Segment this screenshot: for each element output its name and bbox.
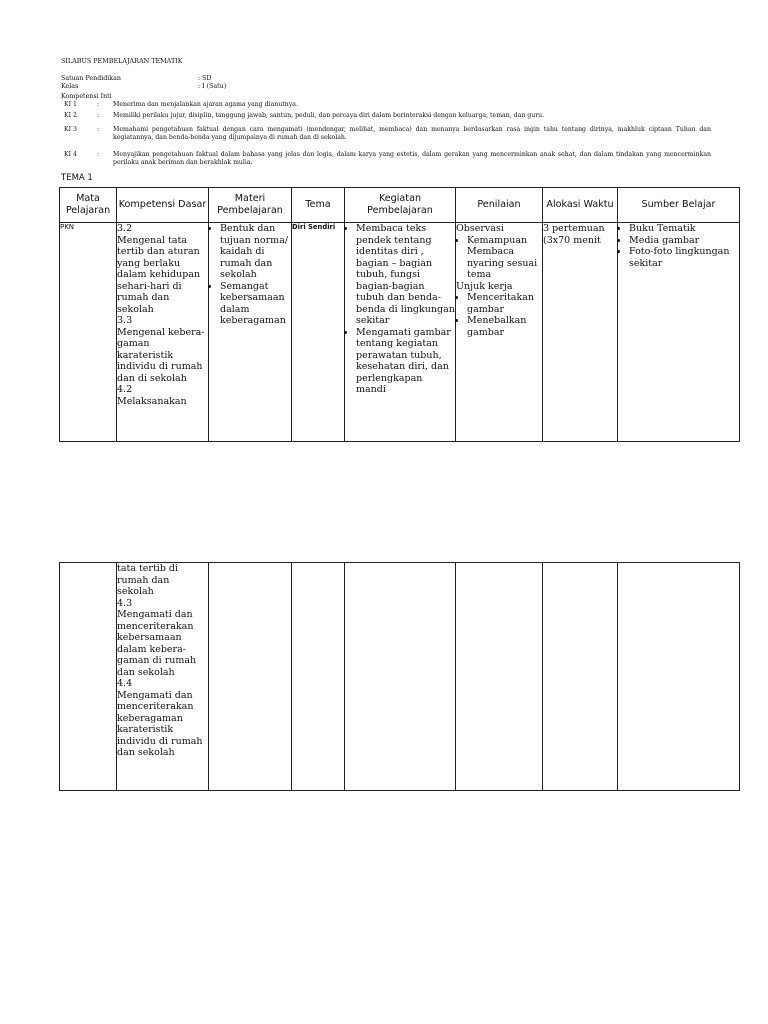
header-kompetensi-dasar: Kompetensi Dasar bbox=[117, 188, 209, 223]
observasi-label: Observasi bbox=[456, 223, 504, 234]
ki-separator: : bbox=[97, 101, 100, 108]
list-item: • Semangat kebersamaan dalam keberagaman bbox=[220, 281, 291, 327]
cell-materi-pembelajaran bbox=[209, 223, 292, 442]
list-item: • Menebalkan gambar bbox=[467, 315, 542, 338]
ki-text: Memiliki perilaku jujur, disiplin, tanggung jawab, santun, peduli, dan percaya diri dalam berinteraksi dengan keluarga, teman, dan guru. bbox=[113, 112, 545, 119]
ki-code: KI 3 bbox=[64, 126, 77, 133]
cell-materi-pembelajaran bbox=[209, 563, 292, 791]
kd-item: 4.3 bbox=[117, 597, 133, 609]
sumber-list bbox=[618, 223, 739, 269]
list-item: • Membaca teks pendek tentang identitas diri , bagian – bagian tubuh, fungsi bagian-bagian tubuh dan benda-benda di lingkungan sekitar bbox=[356, 223, 455, 327]
kd-item: Mengamati dan menceriterakan keberagaman karateristik individu di rumah dan sekolah bbox=[117, 689, 203, 758]
kompetensi-inti-label: Kompetensi Inti bbox=[61, 93, 112, 100]
cell-kompetensi-dasar bbox=[117, 563, 209, 791]
ki-separator: : bbox=[97, 112, 100, 119]
header-sumber-belajar: Sumber Belajar bbox=[618, 188, 740, 223]
document-title: SILABUS PEMBELAJARAN TEMATIK bbox=[61, 57, 183, 65]
list-item: • Mengamati gambar tentang kegiatan perawatan tubuh, kesehatan diri, dan perlengkapan mandi bbox=[356, 327, 455, 396]
kd-item: Mengenal tata tertib dan aturan yang berlaku dalam kehidupan sehari-hari di rumah dan sekolah bbox=[117, 234, 201, 315]
ki-text: Memahami pengetahuan faktual dengan cara mengamati (mendengar, melihat, membaca) dan menanya berdasarkan rasa ingin tahu tentang dirinya, makhluk ciptaan Tuhan dan kegiatannya, dan benda-benda yang dijumpainya di rumah dan di sekolah. bbox=[113, 126, 711, 141]
cell-alokasi-waktu bbox=[543, 563, 618, 791]
list-item: • Foto-foto lingkungan sekitar bbox=[629, 246, 739, 269]
kd-item: 4.2 bbox=[117, 384, 133, 395]
kd-item: tata tertib di rumah dan sekolah bbox=[117, 563, 179, 597]
tema-label: TEMA 1 bbox=[61, 173, 93, 183]
meta-label-satuan: Satuan Pendidikan bbox=[61, 75, 121, 82]
header-alokasi-waktu: Alokasi Waktu bbox=[543, 188, 618, 223]
syllabus-table bbox=[59, 187, 740, 442]
ki-text: Menerima dan menjalankan ajaran agama yang dianutnya. bbox=[113, 101, 298, 108]
list-item: • Bentuk dan tujuan norma/ kaidah di rumah dan sekolah bbox=[220, 223, 291, 281]
kd-item: 3.3 bbox=[117, 315, 133, 326]
materi-list bbox=[209, 223, 291, 327]
syllabus-table-continued bbox=[59, 562, 740, 791]
cell-alokasi-waktu: 3 pertemuan (3x70 menit bbox=[543, 223, 618, 442]
cell-mata-pelajaran: PKN bbox=[60, 223, 117, 442]
cell-kompetensi-dasar bbox=[117, 223, 209, 442]
ki-separator: : bbox=[97, 126, 100, 133]
ki-code: KI 1 bbox=[64, 101, 77, 108]
header-mata-pelajaran: Mata Pelajaran bbox=[60, 188, 117, 223]
list-item: • Media gambar bbox=[629, 235, 739, 247]
kd-item: 4.4 bbox=[117, 678, 133, 689]
ki-text: Menyajikan pengetahuan faktual dalam bahasa yang jelas dan logis, dalam karya yang estetis, dalam gerakan yang mencerminkan anak sehat, dan dalam tindakan yang mencerminkan perilaku anak beriman dan berakhlak mulia. bbox=[113, 151, 711, 166]
table-row bbox=[60, 563, 740, 791]
unjuk-kerja-list bbox=[456, 292, 542, 338]
unjuk-kerja-label: Unjuk kerja bbox=[456, 280, 513, 292]
cell-tema: Diri Sendiri bbox=[292, 223, 345, 442]
header-materi-pembelajaran: Materi Pembelajaran bbox=[209, 188, 292, 223]
cell-tema bbox=[292, 563, 345, 791]
header-kegiatan-pembelajaran: Kegiatan Pembelajaran bbox=[345, 188, 456, 223]
table-row bbox=[60, 223, 740, 442]
ki-code: KI 4 bbox=[64, 151, 77, 158]
cell-sumber-belajar bbox=[618, 563, 740, 791]
kd-item: Mengenal kebera-gaman karateristik individu di rumah dan di sekolah bbox=[117, 326, 205, 384]
meta-value-satuan: : SD bbox=[198, 75, 212, 82]
kd-item: Melaksanakan bbox=[117, 395, 187, 407]
kegiatan-list bbox=[345, 223, 455, 396]
cell-penilaian bbox=[456, 223, 543, 442]
meta-label-kelas: Kelas bbox=[61, 83, 79, 90]
cell-kegiatan-pembelajaran bbox=[345, 563, 456, 791]
cell-kegiatan-pembelajaran bbox=[345, 223, 456, 442]
list-item: • Buku Tematik bbox=[629, 223, 739, 235]
cell-penilaian bbox=[456, 563, 543, 791]
kd-item: 3.2 bbox=[117, 223, 133, 234]
kd-item: Mengamati dan menceriterakan kebersamaan dalam kebera-gaman di rumah dan sekolah bbox=[117, 609, 197, 678]
list-item: • Menceritakan gambar bbox=[467, 292, 542, 315]
observasi-list bbox=[456, 235, 542, 281]
ki-code: KI 2 bbox=[64, 112, 77, 119]
cell-sumber-belajar bbox=[618, 223, 740, 442]
ki-separator: : bbox=[97, 151, 100, 158]
header-tema: Tema bbox=[292, 188, 345, 223]
cell-mata-pelajaran bbox=[60, 563, 117, 791]
meta-value-kelas: : I (Satu) bbox=[198, 83, 227, 90]
list-item: • Kemampuan Membaca nyaring sesuai tema bbox=[467, 235, 542, 281]
header-penilaian: Penilaian bbox=[456, 188, 543, 223]
table-header-row bbox=[60, 188, 740, 223]
